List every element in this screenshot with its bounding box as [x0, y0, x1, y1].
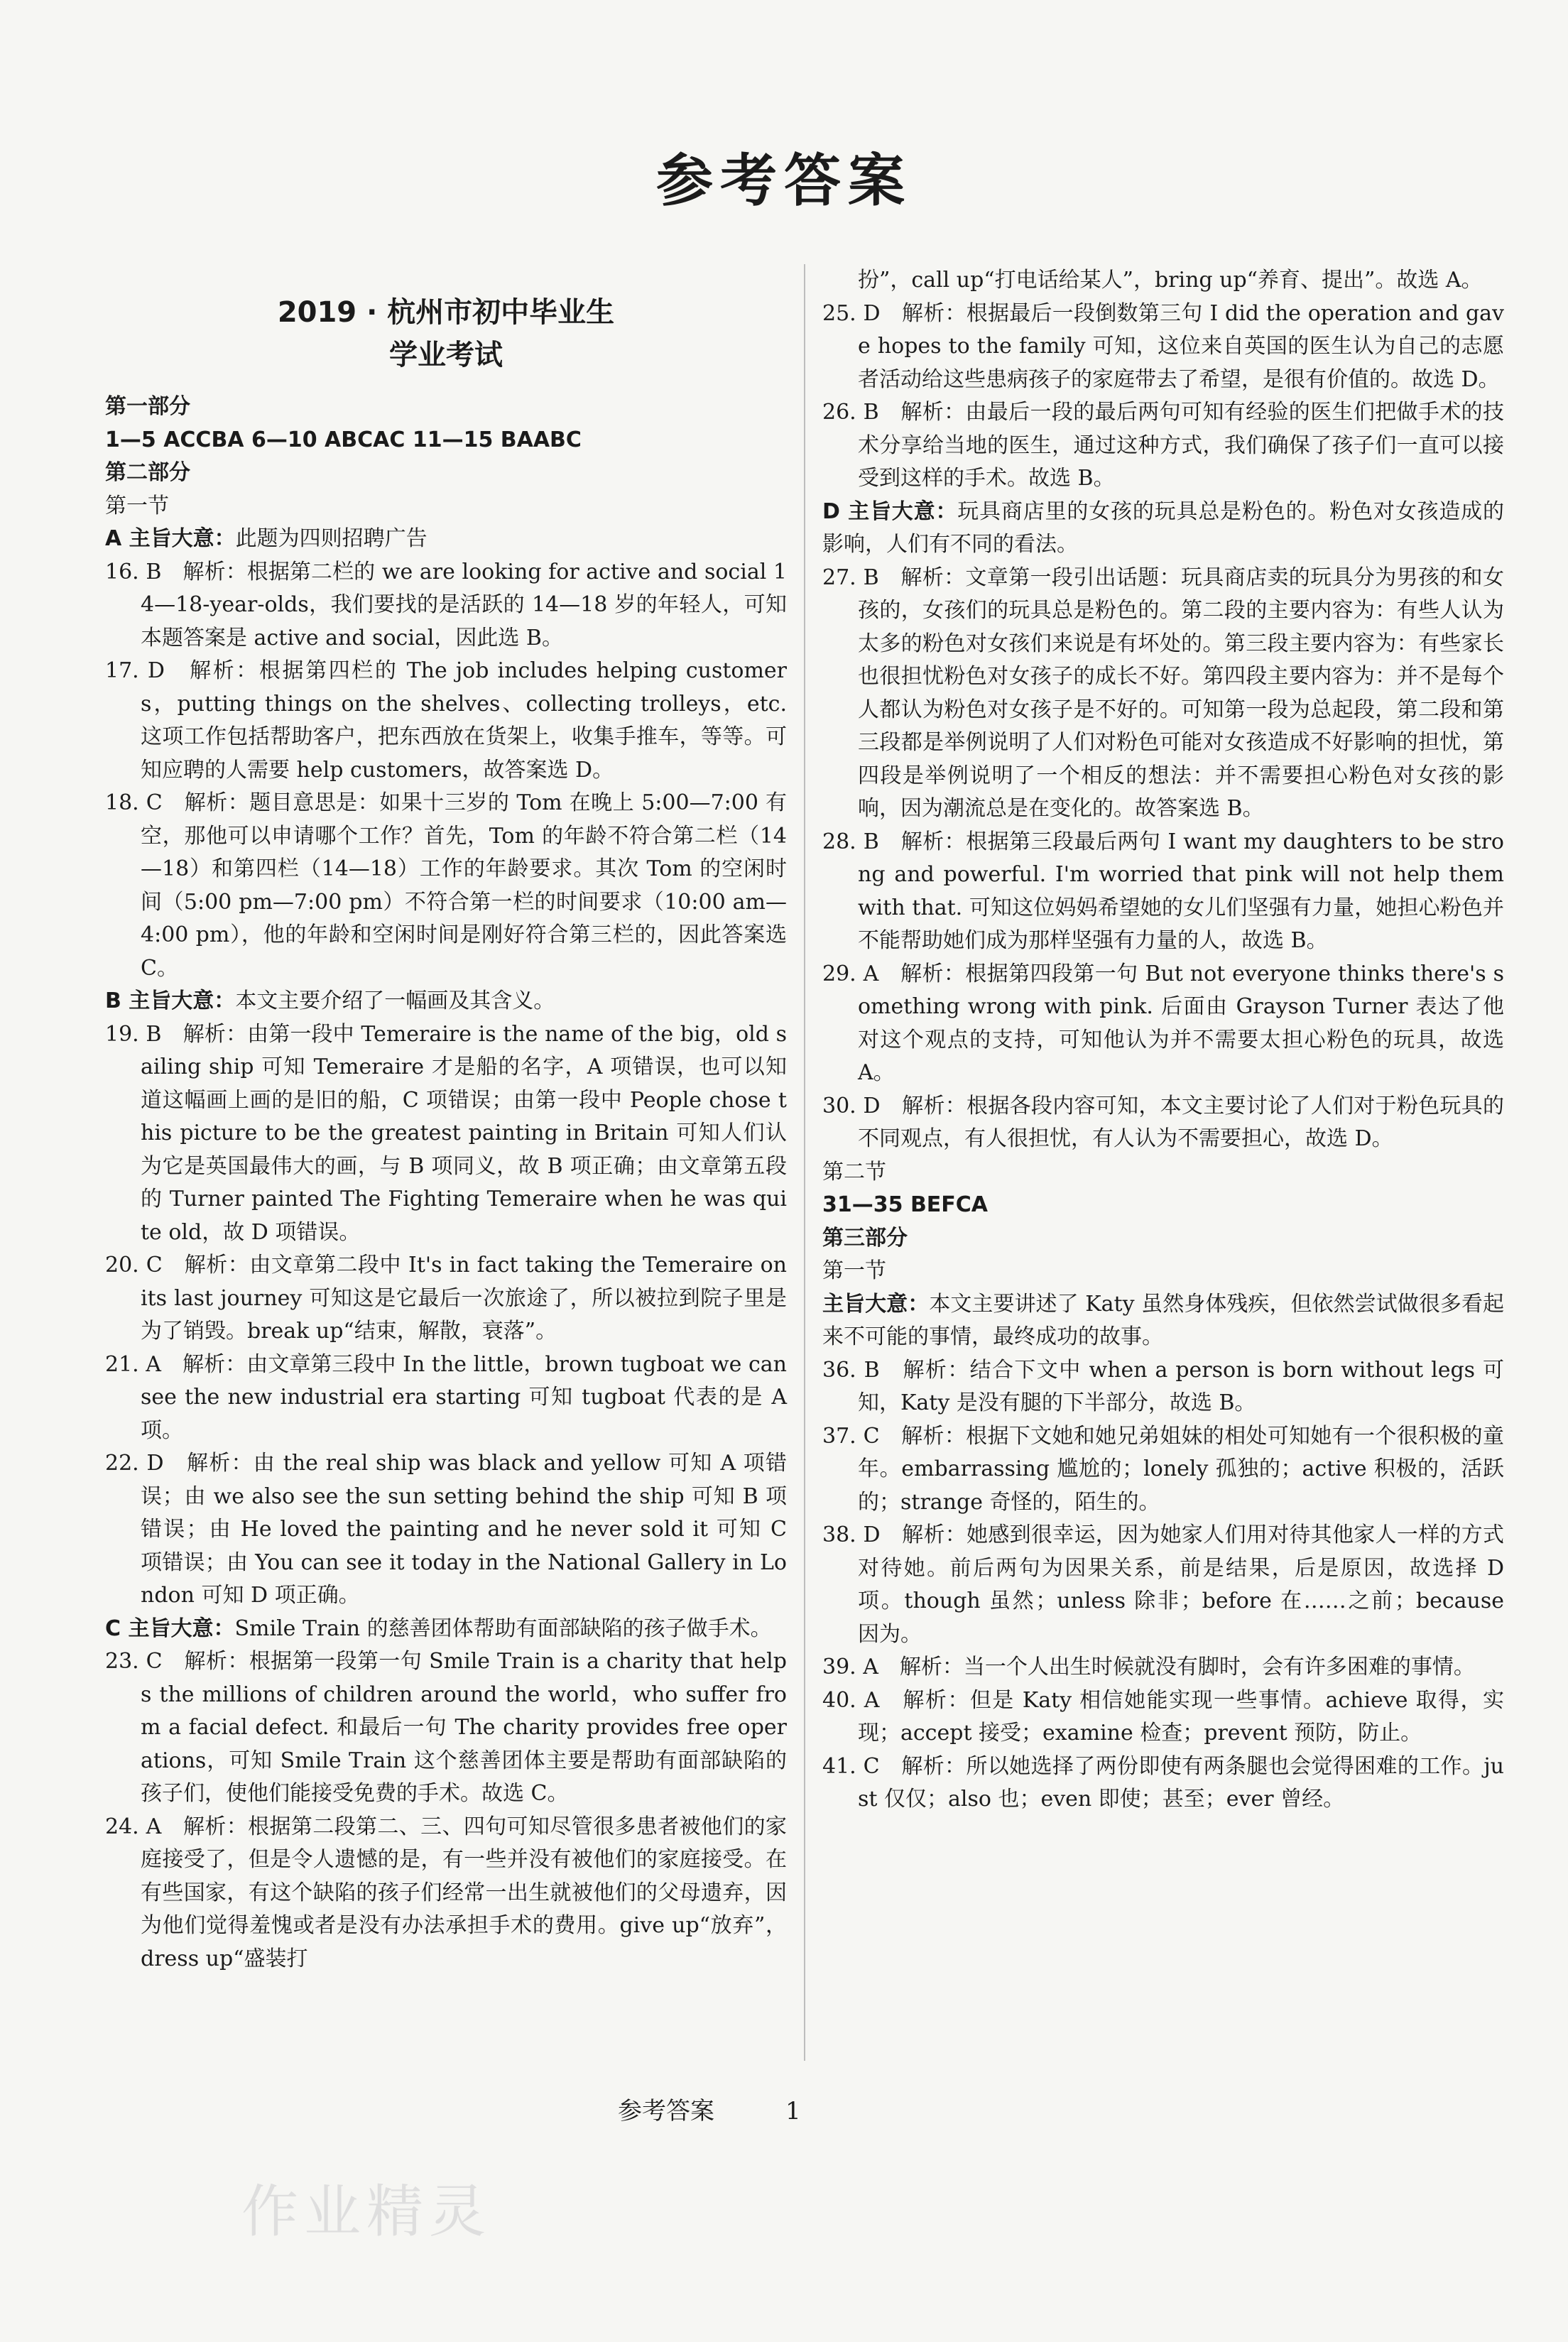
- answer-27: 27. B 解析：文章第一段引出话题：玩具商店卖的玩具分为男孩的和女孩的，女孩们的玩具总是粉色的。第二段的主要内容为：有些人认为太多的粉色对女孩们来说是有坏处的。第三段主要内容为：有些家长也很担忧粉色对女孩子的成长不好。第四段主要内容为：并不是每个人都认为粉色对女孩子是不好的。可知第一段为总起段，第二段和第三段都是举例说明了人们对粉色可能对女孩造成不好影响的担忧，第四段是举例说明了一个相反的想法：并不需要担心粉色对女孩的影响，因为潮流总是在变化的。故答案选 B。: [822, 565, 1504, 821]
- a-text: 此题为四则招聘广告: [235, 526, 428, 551]
- d-text: 玩具商店里的女孩的玩具总是粉色的。粉色对女孩造成的影响，人们有不同的看法。: [822, 499, 1504, 557]
- part3-section1-heading: 第一节: [822, 1258, 886, 1283]
- page-number: 1: [785, 2097, 801, 2125]
- answer-20: 20. C 解析：由文章第二段中 It's in fact taking the Temeraire on its last journey 可知这是它最后一次旅途了，所以被拉到院子里是为了销毁。break up“结束，解散，衰落”。: [105, 1253, 787, 1344]
- answer-16: 16. B 解析：根据第二栏的 we are looking for active and social 14—18-year-olds，我们要找的是活跃的 14—18 岁的年轻人，可知本题答案是 active and social，因此选 B。: [105, 559, 787, 650]
- c-text: Smile Train 的慈善团体帮助有面部缺陷的孩子做手术。: [234, 1616, 772, 1641]
- page-title: 参考答案: [656, 148, 912, 214]
- answer-25: 25. D 解析：根据最后一段倒数第三句 I did the operation and gave hopes to the family 可知，这位来自英国的医生认为自己的志愿者活动给这些患病孩子的家庭带去了希望，是很有价值的。故选 D。: [822, 300, 1504, 392]
- section2-heading: 第二节: [822, 1159, 886, 1184]
- section1-heading: 第一节: [105, 493, 169, 518]
- answer-28: 28. B 解析：根据第三段最后两句 I want my daughters to be strong and powerful. I'm worried that pink will not help them with that. 可知这位妈妈希望她的女儿们坚强有力量，她担心粉色并不能帮助她们成为那样坚强有力量的人，故选 B。: [822, 829, 1504, 953]
- exam-title-line1: 2019 · 杭州市初中毕业生: [277, 296, 615, 329]
- answer-26: 26. B 解析：由最后一段的最后两句可知有经验的医生们把做手术的技术分享给当地的医生，通过这种方式，我们确保了孩子们一直可以接受到这样的手术。故选 B。: [822, 400, 1504, 491]
- answer-38: 38. D 解析：她感到很幸运，因为她家人们用对待其他家人一样的方式对待她。前后两句为因果关系，前是结果，后是原因，故选择 D 项。though 虽然；unless 除非；before 在……之前；because 因为。: [822, 1523, 1504, 1647]
- a-label: A 主旨大意：: [105, 526, 236, 551]
- answer-39: 39. A 解析：当一个人出生时候就没有脚时，会有许多困难的事情。: [822, 1655, 1475, 1679]
- watermark: 作业精灵: [241, 2179, 491, 2245]
- b-text: 本文主要介绍了一幅画及其含义。: [235, 988, 555, 1013]
- answer-30: 30. D 解析：根据各段内容可知，本文主要讨论了人们对于粉色玩具的不同观点，有人很担忧，有人认为不需要担心，故选 D。: [822, 1093, 1504, 1151]
- part2-heading: 第二部分: [105, 460, 190, 485]
- answer-24-continued: 扮”，call up“打电话给某人”，bring up“养育、提出”。故选 A。: [858, 268, 1483, 293]
- passage-c-summary: [105, 1613, 787, 1646]
- c-label: C 主旨大意：: [105, 1616, 235, 1641]
- answer-36: 36. B 解析：结合下文中 when a person is born without legs 可知，Katy 是没有腿的下半部分，故选 B。: [822, 1357, 1504, 1415]
- answer-22: 22. D 解析：由 the real ship was black and yellow 可知 A 项错误；由 we also see the sun setting behind the ship 可知 B 项错误；由 He loved the painting and he never sold it 可知 C 项错误；由 You can see it today in the National Gallery in London 可知 D 项正确。: [105, 1451, 787, 1608]
- answer-24: 24. A 解析：根据第二段第二、三、四句可知尽管很多患者被他们的家庭接受了，但是令人遗憾的是，有一些并没有被他们的家庭接受。在有些国家，有这个缺陷的孩子们经常一出生就被他们的父母遗弃，因为他们觉得羞愧或者是没有办法承担手术的费用。give up“放弃”，dress up“盛装打: [105, 1814, 787, 1971]
- answer-37: 37. C 解析：根据下文她和她兄弟姐妹的相处可知她有一个很积极的童年。embarrassing 尴尬的；lonely 孤独的；active 积极的，活跃的；strange 奇怪的，陌生的。: [822, 1423, 1504, 1515]
- part1-heading: 第一部分: [105, 394, 190, 419]
- column-divider: [804, 264, 805, 2061]
- answer-17: 17. D 解析：根据第四栏的 The job includes helping customers，putting things on the shelves、collecting trolleys，etc. 这项工作包括帮助客户，把东西放在货架上，收集手推车，等等。可知应聘的人需要 help customers，故答案选 D。: [105, 658, 787, 783]
- answer-18: 18. C 解析：题目意思是：如果十三岁的 Tom 在晚上 5:00—7:00 有空，那他可以申请哪个工作？首先，Tom 的年龄不符合第二栏（14—18）和第四栏（14—18）工作的年龄要求。其次 Tom 的空闲时间（5:00 pm—7:00 pm）不符合第一栏的时间要求（10:00 am—4:00 pm），他的年龄和空闲时间是刚好符合第三栏的，因此答案选 C。: [105, 790, 787, 981]
- footer-label: 参考答案: [618, 2097, 714, 2125]
- passage-a-summary: [105, 523, 787, 556]
- passage-b-summary: [105, 985, 787, 1018]
- answer-29: 29. A 解析：根据第四段第一句 But not everyone thinks there's something wrong with pink. 后面由 Grayson Turner 表达了他对这个观点的支持，可知他认为并不需要太担心粉色的玩具，故选 A。: [822, 961, 1504, 1085]
- answer-40: 40. A 解析：但是 Katy 相信她能实现一些事情。achieve 取得，实现；accept 接受；examine 检查；prevent 预防，防止。: [822, 1687, 1504, 1745]
- b-label: B 主旨大意：: [105, 988, 236, 1013]
- answer-41: 41. C 解析：所以她选择了两份即使有两条腿也会觉得困难的工作。just 仅仅；also 也；even 即使；甚至；ever 曾经。: [822, 1753, 1504, 1812]
- passage-d-summary: [822, 496, 1504, 562]
- right-column: [822, 264, 1504, 1817]
- left-column: [105, 256, 787, 1976]
- answers-1-15: 1—5 ACCBA 6—10 ABCAC 11—15 BAABC: [105, 427, 582, 452]
- main-label: 主旨大意：: [822, 1291, 930, 1317]
- answer-21: 21. A 解析：由文章第三段中 In the little，brown tugboat we can see the new industrial era starting 可知 tugboat 代表的是 A 项。: [105, 1351, 787, 1443]
- answers-31-35: 31—35 BEFCA: [822, 1192, 989, 1217]
- exam-title-line2: 学业考试: [389, 339, 503, 371]
- page-footer: [618, 2091, 801, 2126]
- exam-title: [105, 291, 787, 376]
- d-label: D 主旨大意：: [822, 499, 958, 524]
- answer-23: 23. C 解析：根据第一段第一句 Smile Train is a charity that helps the millions of children around the world，who suffer from a facial defect. 和最后一句 The charity provides free operations，可知 Smile Train 这个慈善团体主要是帮助有面部缺陷的孩子们，使他们能接受免费的手术。故选 C。: [105, 1649, 787, 1806]
- part3-summary: [822, 1288, 1504, 1354]
- part3-heading: 第三部分: [822, 1225, 908, 1251]
- main-text: 本文主要讲述了 Katy 虽然身体残疾，但依然尝试做很多看起来不可能的事情，最终成功的故事。: [822, 1291, 1505, 1349]
- answer-19: 19. B 解析：由第一段中 Temeraire is the name of the big，old sailing ship 可知 Temeraire 才是船的名字，A 项错误，也可以知道这幅画上画的是旧的船，C 项错误；由第一段中 People chose this picture to be the greatest painting in Britain 可知人们认为它是英国最伟大的画，与 B 项同义，故 B 项正确；由文章第五段的 Turner painted The Fighting Temeraire when he was quite old，故 D 项错误。: [105, 1021, 787, 1245]
